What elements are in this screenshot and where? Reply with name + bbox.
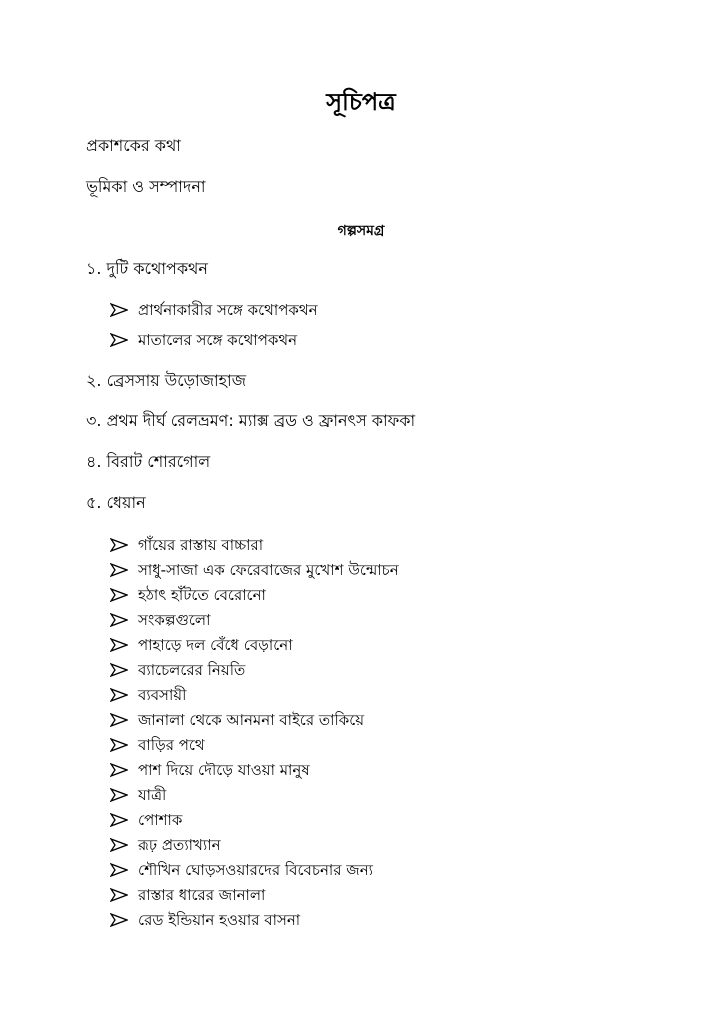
arrow-bullet-icon <box>110 303 138 317</box>
list-item: সংকল্পগুলো <box>110 610 210 630</box>
list-item: গাঁয়ের রাস্তায় বাচ্চারা <box>110 535 263 555</box>
list-item: পোশাক <box>110 810 182 830</box>
arrow-bullet-icon <box>110 663 138 677</box>
toc-entry-story-3: ৩. প্রথম দীর্ঘ রেলভ্রমণ: ম্যাক্স ব্রড ও ফ্রানৎস কাফকা <box>86 411 416 430</box>
arrow-bullet-icon <box>110 838 138 852</box>
arrow-bullet-icon <box>110 738 138 752</box>
list-item: প্রার্থনাকারীর সঙ্গে কথোপকথন <box>110 300 318 320</box>
list-item: রাস্তার ধারের জানালা <box>110 885 265 905</box>
arrow-bullet-icon <box>110 863 138 877</box>
toc-entry-introduction: ভূমিকা ও সম্পাদনা <box>86 177 206 196</box>
arrow-bullet-icon <box>110 538 138 552</box>
arrow-bullet-icon <box>110 333 138 347</box>
list-item: পাহাড়ে দল বেঁধে বেড়ানো <box>110 635 293 655</box>
arrow-bullet-icon <box>110 638 138 652</box>
list-item: রূঢ় প্রত্যাখ্যান <box>110 835 221 855</box>
arrow-bullet-icon <box>110 763 138 777</box>
arrow-bullet-icon <box>110 713 138 727</box>
arrow-bullet-icon <box>110 688 138 702</box>
list-item: ব্যবসায়ী <box>110 685 186 705</box>
list-item: রেড ইন্ডিয়ান হওয়ার বাসনা <box>110 910 300 930</box>
list-item: বাড়ির পথে <box>110 735 205 755</box>
arrow-bullet-icon <box>110 813 138 827</box>
toc-entry-story-5: ৫. ধেয়ান <box>86 493 146 512</box>
toc-entry-story-1: ১. দুটি কথোপকথন <box>86 259 208 278</box>
section-heading: গল্পসমগ্র <box>337 223 385 239</box>
list-item: ব্যাচেলরের নিয়তি <box>110 660 245 680</box>
arrow-bullet-icon <box>110 888 138 902</box>
page-title: সূচিপত্র <box>326 88 396 116</box>
list-item: পাশ দিয়ে দৌড়ে যাওয়া মানুষ <box>110 760 310 780</box>
arrow-bullet-icon <box>110 788 138 802</box>
list-item: শৌখিন ঘোড়সওয়ারদের বিবেচনার জন্য <box>110 860 373 880</box>
list-item: যাত্রী <box>110 785 166 805</box>
arrow-bullet-icon <box>110 588 138 602</box>
arrow-bullet-icon <box>110 563 138 577</box>
toc-entry-publisher-note: প্রকাশকের কথা <box>86 136 181 155</box>
list-item: সাধু-সাজা এক ফেরেবাজের মুখোশ উন্মোচন <box>110 560 399 580</box>
toc-entry-story-2: ২. ব্রেসসায় উড়োজাহাজ <box>86 371 247 390</box>
list-item: মাতালের সঙ্গে কথোপকথন <box>110 330 297 350</box>
list-item: জানালা থেকে আনমনা বাইরে তাকিয়ে <box>110 710 364 730</box>
list-item: হঠাৎ হাঁটতে বেরোনো <box>110 585 266 605</box>
arrow-bullet-icon <box>110 613 138 627</box>
toc-entry-story-4: ৪. বিরাট শোরগোল <box>86 452 211 471</box>
arrow-bullet-icon <box>110 913 138 927</box>
